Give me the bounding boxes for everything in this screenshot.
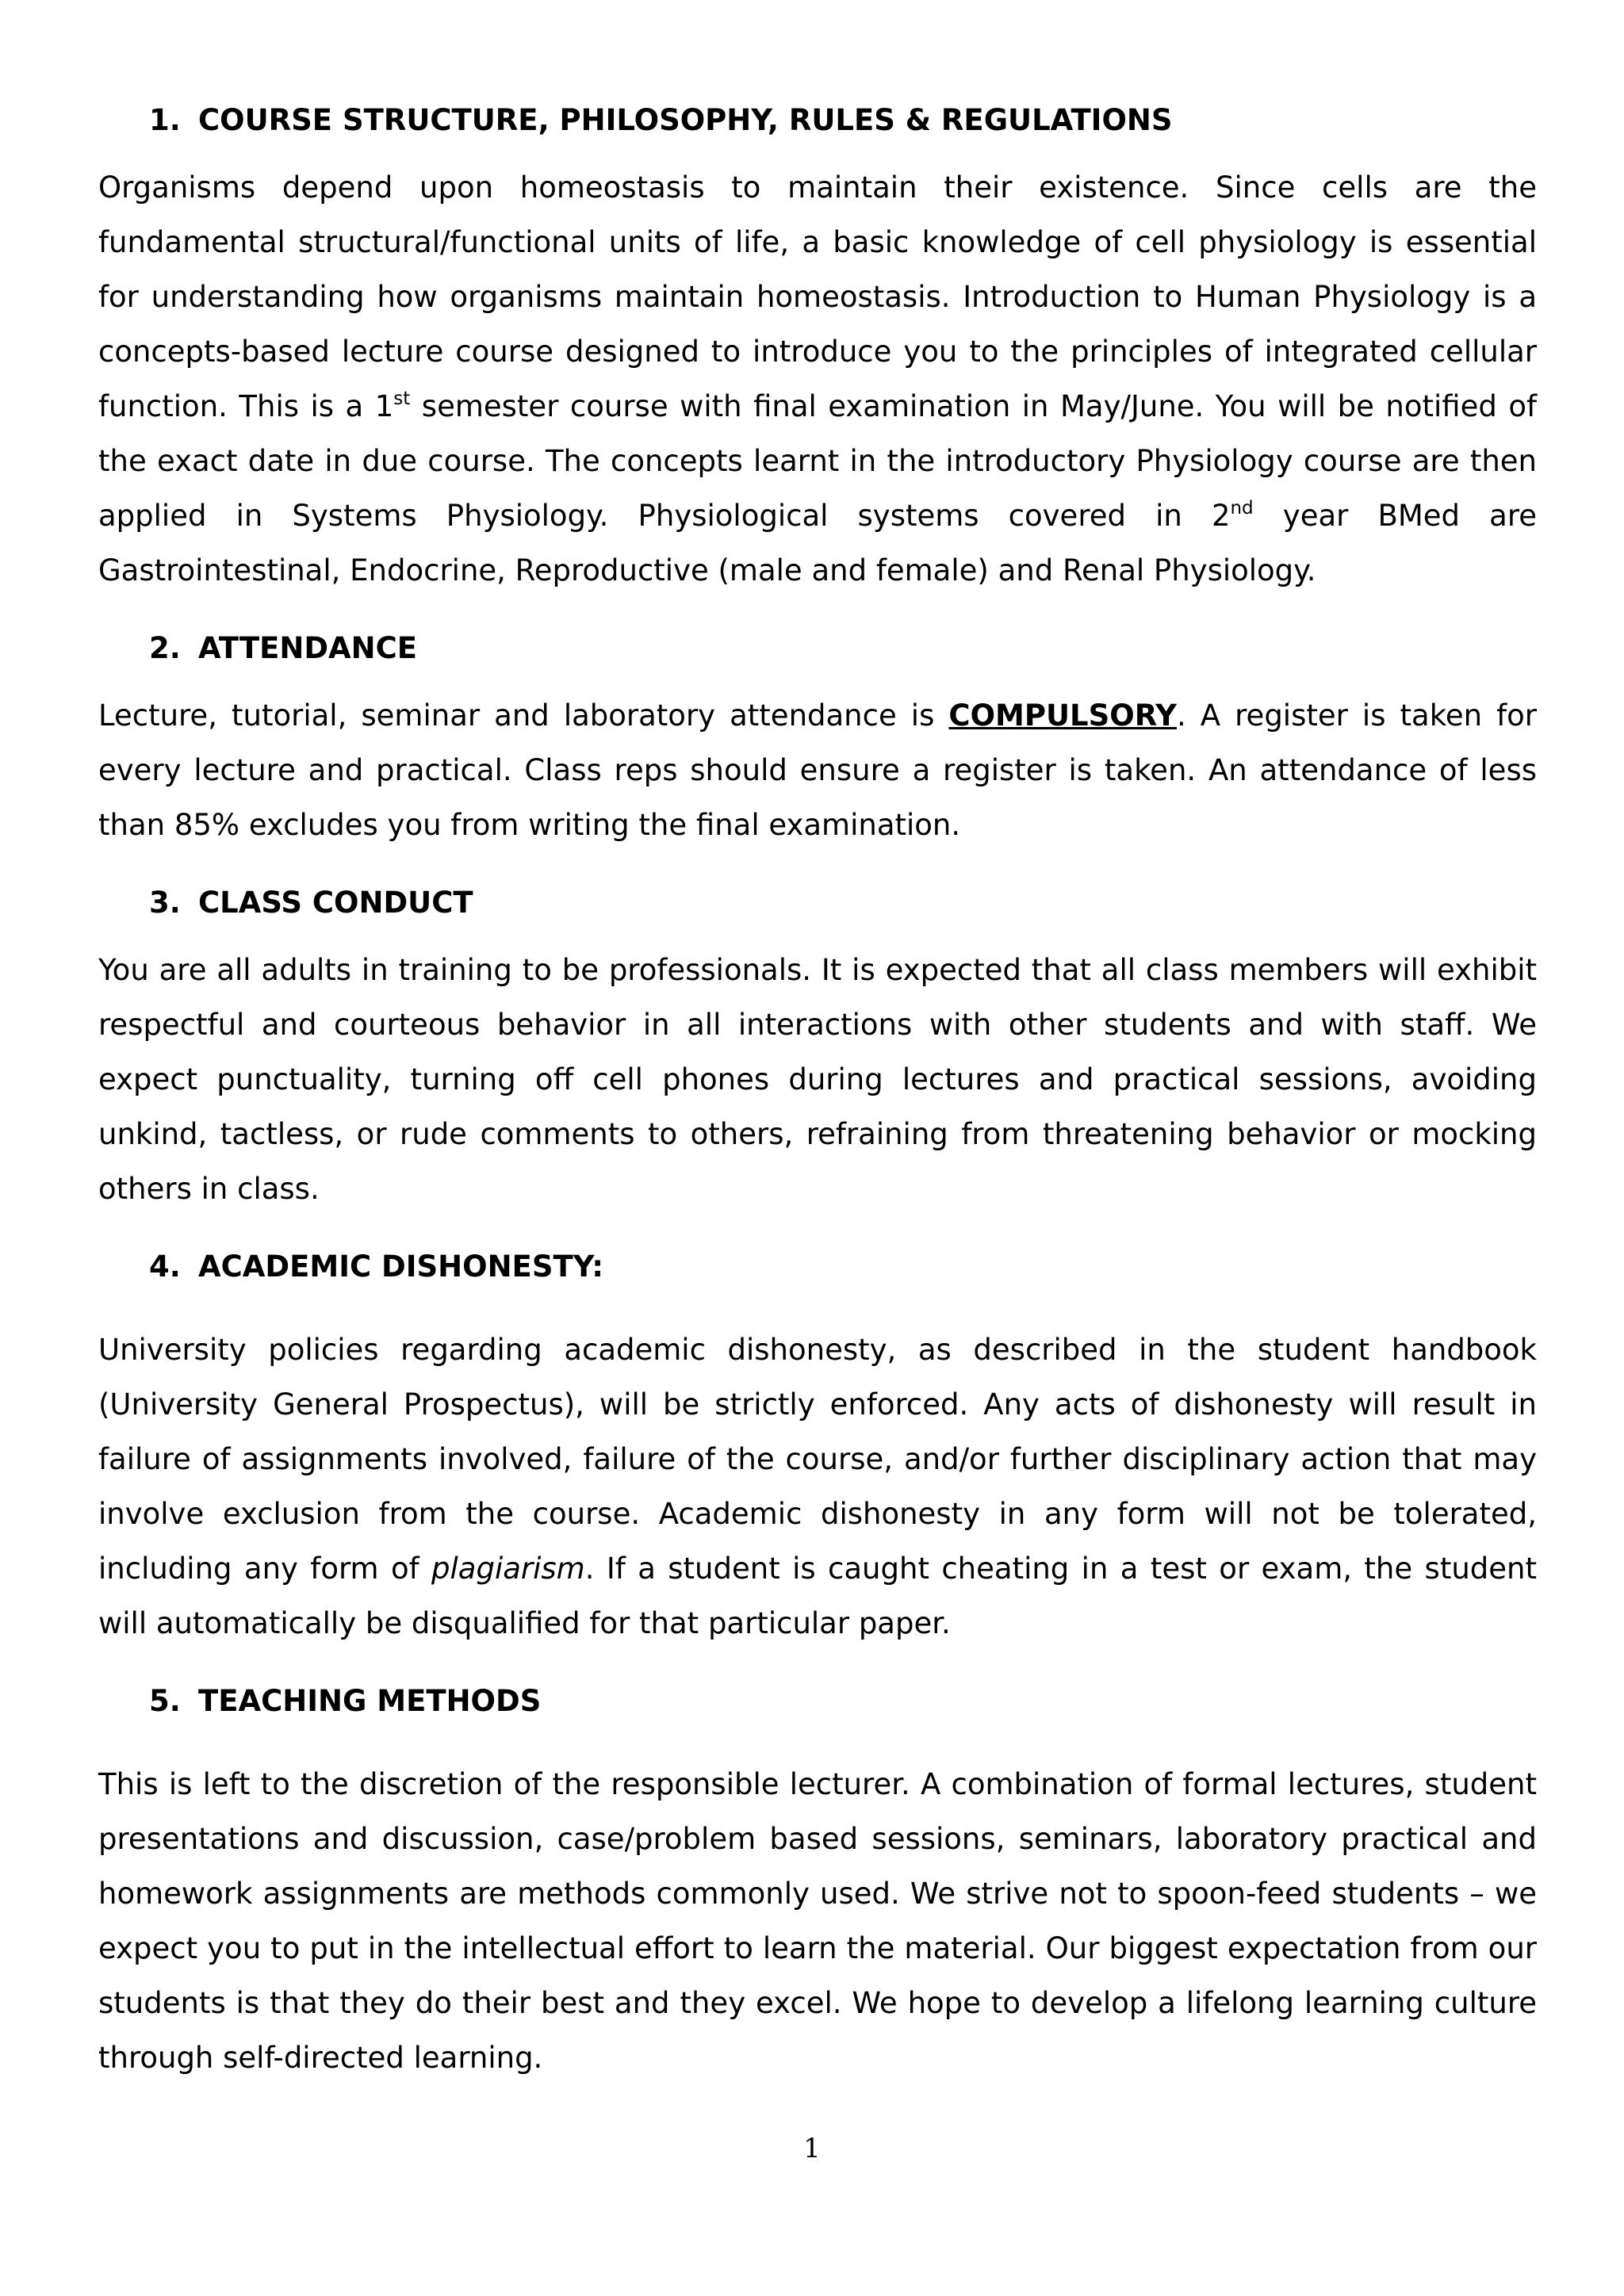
page-number: 1 [803, 2133, 821, 2164]
text-run: semester course with final examination in May/June. You will be notified of the exact date in due course. The concepts learnt in the introductory Physiology course are then applied in Systems Physiology. Physiological systems covered in 2 [98, 389, 1538, 533]
section-heading-course-structure [98, 100, 1537, 141]
text-run: . A register is taken for every lecture and practical. Class reps should ensure a register is taken. An attendance of less than 85% excludes you from writing the final examination. [98, 698, 1537, 842]
section-number: 2. [149, 631, 181, 665]
section-title: ATTENDANCE [198, 631, 418, 665]
superscript-ordinal: nd [1230, 497, 1254, 519]
section-title: COURSE STRUCTURE, PHILOSOPHY, RULES & REGULATIONS [198, 103, 1173, 137]
section-title: ACADEMIC DISHONESTY: [198, 1249, 604, 1284]
paragraph-course-structure [98, 160, 1537, 598]
superscript-ordinal: st [393, 388, 411, 409]
text-run: year BMed are Gastrointestinal, Endocrine, Reproductive (male and female) and Renal Physiology. [98, 499, 1537, 587]
section-heading-attendance [98, 628, 1537, 669]
section-number: 5. [149, 1684, 181, 1718]
section-heading-class-conduct [98, 882, 1537, 924]
text-run: Organisms depend upon homeostasis to maintain their existence. Since cells are the fundamental structural/functional units of life, a basic knowledge of cell physiology is essential for understanding how organisms maintain homeostasis. Introduction to Human Physiology is a concepts-based lecture course designed to introduce you to the principles of integrated cellular function. This is a 1 [98, 170, 1537, 423]
section-title: CLASS CONDUCT [198, 886, 473, 920]
paragraph-class-conduct: You are all adults in training to be professionals. It is expected that all class members will exhibit respectful and courteous behavior in all interactions with other students and with staff. We expect punctuality, turning off cell phones during lectures and practical sessions, avoiding unkind, tactless, or rude comments to others, refraining from threatening behavior or mocking others in class. [98, 953, 1537, 1206]
section-title: TEACHING METHODS [198, 1684, 542, 1718]
text-run: . If a student is caught cheating in a test or exam, the student will automatically be disqualified for that particular paper. [98, 1552, 1537, 1640]
section-number: 1. [149, 103, 181, 137]
section-number: 4. [149, 1249, 181, 1284]
paragraph-teaching-methods: This is left to the discretion of the responsible lecturer. A combination of formal lectures, student presentations and discussion, case/problem based sessions, seminars, laboratory practical and homework assignments are methods commonly used. We strive not to spoon-feed students – we expect you to put in the intellectual effort to learn the material. Our biggest expectation from our students is that they do their best and they excel. We hope to develop a lifelong learning culture through self-directed learning. [98, 1767, 1537, 2075]
section-number: 3. [149, 886, 181, 920]
plagiarism-italic: plagiarism [431, 1552, 585, 1586]
compulsory-emphasis: COMPULSORY [948, 698, 1177, 733]
paragraph-attendance [98, 688, 1537, 852]
section-heading-academic-dishonesty [98, 1246, 1537, 1288]
document-page [98, 100, 1537, 2115]
text-run: University policies regarding academic dishonesty, as described in the student handbook (University General Prospectus), will be strictly enforced. Any acts of dishonesty will result in failure of assignments involved, failure of the course, and/or further disciplinary action that may involve exclusion from the course. Academic dishonesty in any form will not be tolerated, including any form of [98, 1333, 1537, 1586]
section-heading-teaching-methods [98, 1681, 1537, 1722]
paragraph-academic-dishonesty [98, 1322, 1537, 1651]
text-run: Lecture, tutorial, seminar and laboratory attendance is [98, 698, 949, 733]
